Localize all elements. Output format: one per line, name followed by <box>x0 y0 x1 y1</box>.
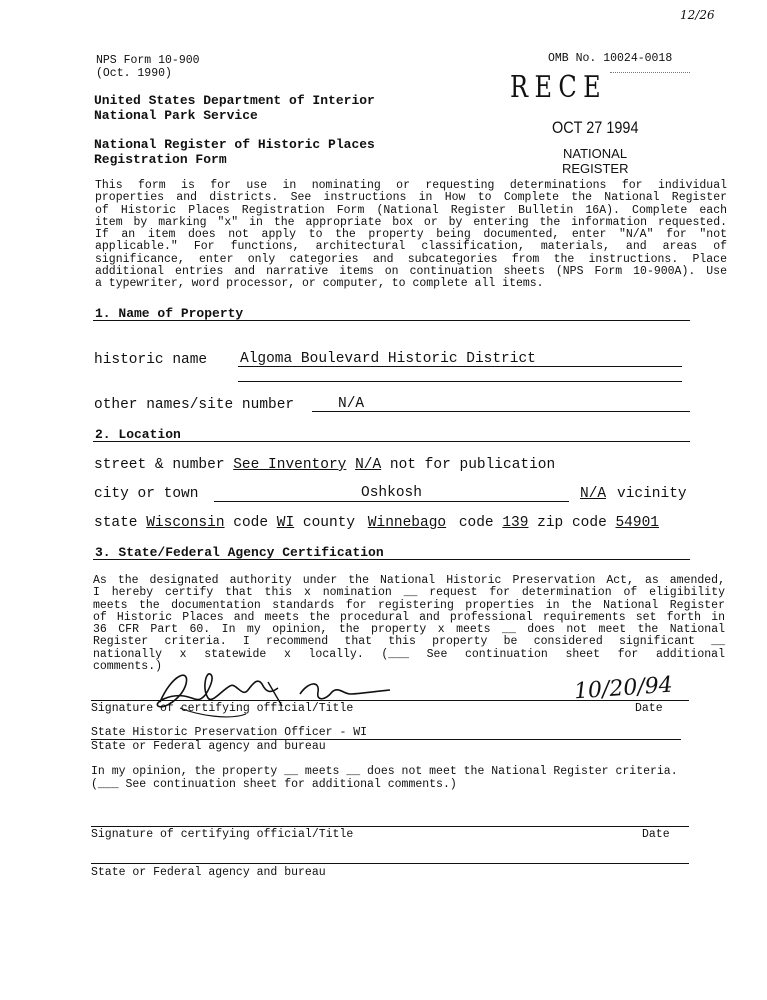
state-label: state <box>94 515 138 531</box>
zip-label: zip code <box>537 515 607 531</box>
form-title-line-1: National Register of Historic Places <box>94 137 375 152</box>
state-value: Wisconsin <box>146 515 225 531</box>
instruction-line: If an item does not apply to the property being documented, enter "N/A" for "not <box>95 228 727 242</box>
street-label: street & number <box>94 457 225 473</box>
other-names-label: other names/site number <box>94 397 295 413</box>
instruction-line: properties and districts. See instructions in How to Complete the National Register <box>95 191 727 205</box>
instruction-line: This form is for use in nominating or requesting determinations for individual <box>95 179 727 192</box>
state-code-label: code <box>233 515 269 531</box>
certification-line: Register criteria. I recommend that this property be considered significant __ <box>93 635 725 649</box>
handwritten-signature <box>150 664 410 724</box>
agency-2-label: State or Federal agency and bureau <box>91 866 326 879</box>
agency-2-line <box>91 863 689 864</box>
city-value: Oshkosh <box>214 485 569 502</box>
section-2-heading: 2. Location <box>95 427 181 442</box>
agency-label: State or Federal agency and bureau <box>91 740 326 753</box>
signature-date-handwritten: 10/20/94 <box>573 672 674 705</box>
city-label: city or town <box>94 486 199 502</box>
instruction-line: item by marking "x" in the appropriate box or by entering the information requested. <box>95 215 727 229</box>
stamp-date: OCT 27 1994 <box>552 118 639 137</box>
certification-line: comments.) <box>93 660 163 674</box>
state-code-value: WI <box>276 515 295 531</box>
other-names-line <box>312 411 690 412</box>
street-value: See Inventory <box>233 457 347 473</box>
signature-label: Signature of certifying official/Title <box>91 702 354 715</box>
not-for-publication-label: not for publication <box>389 457 556 473</box>
certification-paragraph <box>93 575 725 673</box>
department-line-1: United States Department of Interior <box>94 93 375 108</box>
opinion-line-2: (___ See continuation sheet for additional comments.) <box>91 778 457 791</box>
certification-line: I hereby certify that this x nomination __ request for determination of eligibility <box>93 586 725 600</box>
vicinity-label: vicinity <box>617 486 687 502</box>
form-title-line-2: Registration Form <box>94 152 227 167</box>
instruction-line: significance, enter only categories and subcategories from the instructions. Place <box>95 252 727 266</box>
county-value: Winnebago <box>367 515 447 531</box>
section-2-rule <box>93 441 690 442</box>
stamp-national: NATIONAL <box>563 146 628 161</box>
stamp-dashes <box>610 72 690 73</box>
certification-line: 36 CFR Part 60. In my opinion, the property x meets __ does not meet the National <box>93 623 725 637</box>
vicinity-value: N/A <box>580 486 607 502</box>
form-number: NPS Form 10-900 <box>96 54 200 67</box>
historic-name-value: Algoma Boulevard Historic District <box>240 351 536 367</box>
signature-2-label: Signature of certifying official/Title <box>91 828 354 841</box>
instruction-line: of Historic Places Registration Form (National Register Bulletin 16A). Complete each <box>95 203 727 217</box>
instruction-line: a typewriter, word processor, or computer, to complete all items. <box>95 277 544 291</box>
stamp-received-text: RECE <box>510 70 608 105</box>
state-row <box>94 515 659 531</box>
street-row <box>94 457 555 473</box>
instruction-line: additional entries and narrative items on continuation sheets (NPS Form 10-900A). Use <box>95 265 727 279</box>
section-1-rule <box>93 320 690 321</box>
county-code-label: code <box>458 515 494 531</box>
certification-line: As the designated authority under the National Historic Preservation Act, as amended, <box>93 574 725 587</box>
section-3-heading: 3. State/Federal Agency Certification <box>95 545 384 560</box>
signature-2-date-label: Date <box>642 828 670 841</box>
signature-2-line <box>91 826 689 827</box>
corner-handwritten-mark: 12/26 <box>680 8 715 22</box>
not-for-publication-value: N/A <box>355 457 382 473</box>
officer-title: State Historic Preservation Officer - WI <box>91 726 368 739</box>
instruction-line: applicable." For functions, architectural classification, materials, and areas of <box>95 240 727 254</box>
instructions-paragraph <box>95 180 727 291</box>
county-label: county <box>302 515 356 531</box>
section-1-heading: 1. Name of Property <box>95 306 244 321</box>
county-code-value: 139 <box>502 515 529 531</box>
form-date: (Oct. 1990) <box>96 67 172 80</box>
certification-line: of Historic Places and meets the procedural and professional requirements set forth in <box>93 610 725 624</box>
opinion-line-1: In my opinion, the property __ meets __ does not meet the National Register criteria. <box>91 765 678 778</box>
signature-line <box>91 700 689 701</box>
signature-date-label: Date <box>635 702 663 715</box>
certification-line: nationally x statewide x locally. (___ See continuation sheet for additional <box>93 647 725 661</box>
section-3-rule <box>93 559 690 560</box>
omb-number: OMB No. 10024-0018 <box>548 52 673 65</box>
historic-name-label: historic name <box>94 352 208 368</box>
stamp-register: REGISTER <box>562 161 629 176</box>
other-names-value: N/A <box>338 396 365 412</box>
historic-name-line <box>238 366 682 367</box>
department-line-2: National Park Service <box>94 108 258 123</box>
certification-line: meets the documentation standards for registering properties in the National Register <box>93 598 725 612</box>
zip-value: 54901 <box>615 515 659 531</box>
historic-name-line-2 <box>238 381 682 382</box>
